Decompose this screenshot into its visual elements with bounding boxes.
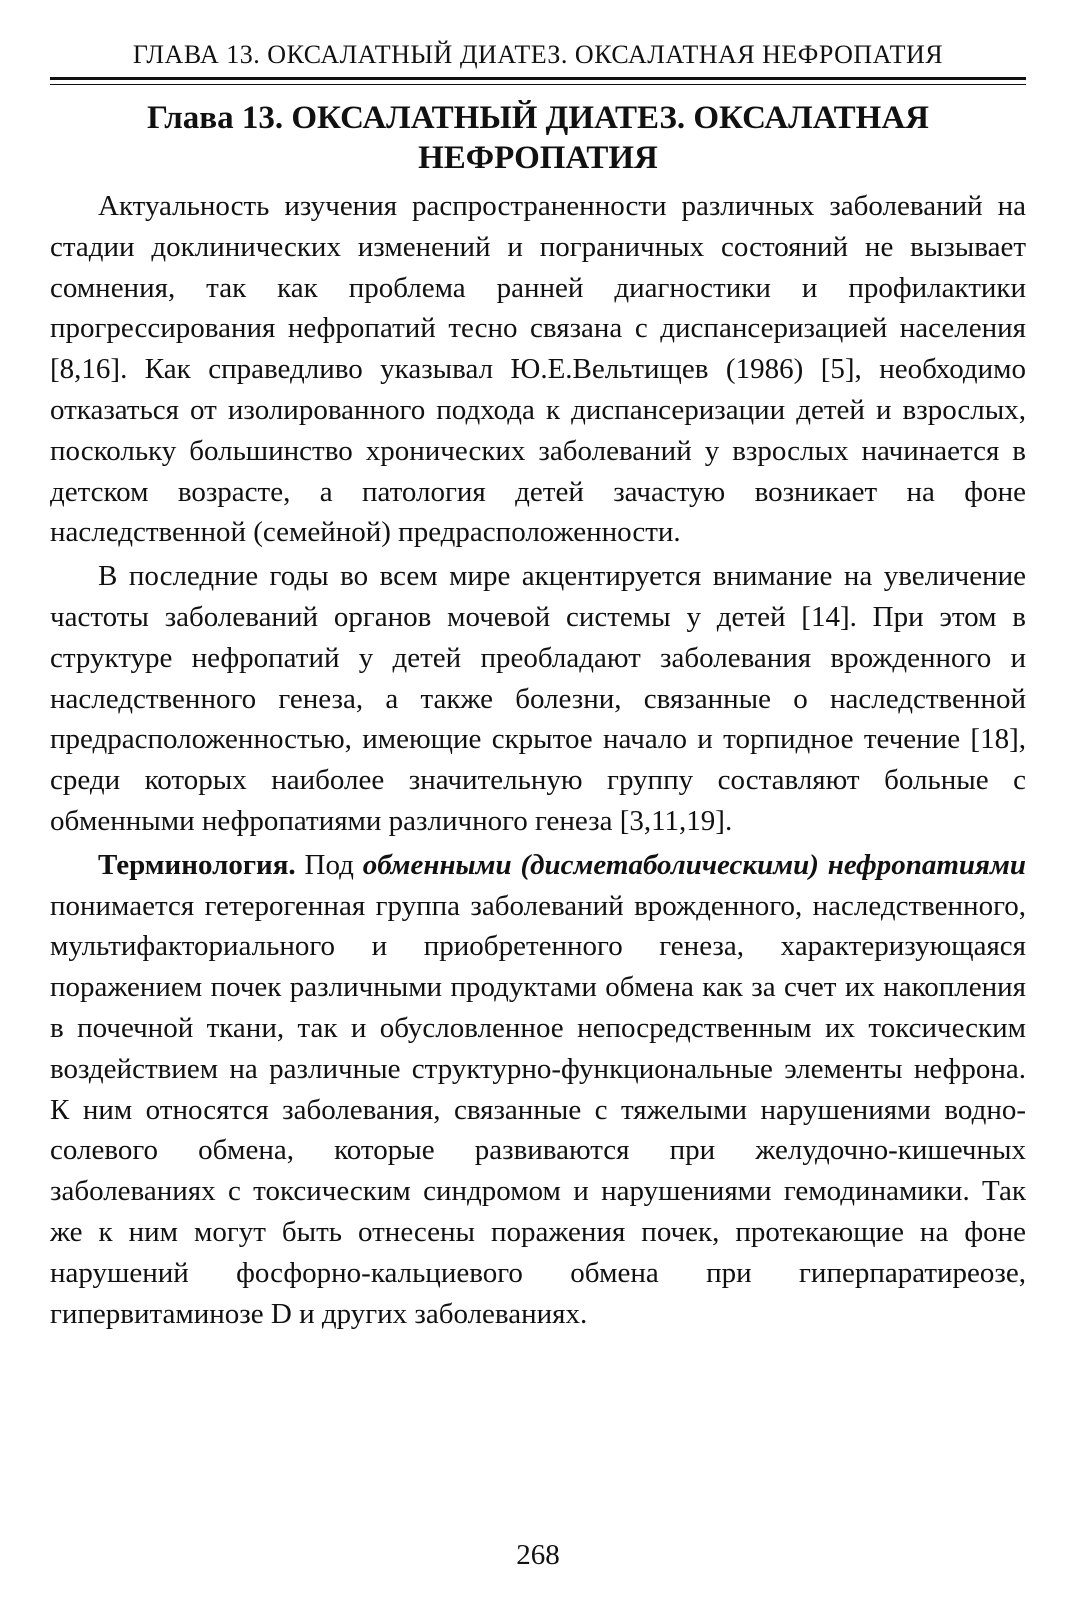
terminology-heading: Терминология. — [98, 848, 296, 881]
running-head: ГЛАВА 13. ОКСАЛАТНЫЙ ДИАТЕЗ. ОКСАЛАТНАЯ НЕФРОПАТИЯ — [132, 40, 944, 69]
terminology-definition: понимается гетерогенная группа заболеваний врожденного, наследственного, мультифакториального и приобретенного генеза, характеризующаяся поражением почек различными продуктами обмена как за счет их накопления в почечной ткани, так и обусловленное непосредственным их токсическим воздействием на различные структурно-функциональные элементы нефрона. К ним относятся заболевания, связанные с тяжелыми нарушениями водно-солевого обмена, которые развиваются при желудочно-кишечных заболеваниях с токсическим синдромом и нарушениями гемодинамики. Так же к ним могут быть отнесены поражения почек, протекающие на фоне нарушений фосфорно-кальциевого обмена при гиперпаратиреозе, гипервитаминозе D и других заболеваниях. — [50, 889, 1026, 1330]
paragraph-recent-years: В последние годы во всем мире акцентируется внимание на увеличение частоты заболеваний органов мочевой системы у детей [14]. При этом в структуре нефропатий у детей преобладают заболевания врожденного и наследственного генеза, а также болезни, связанные о наследственной предрасположенностью, имеющие скрытое начало и торпидное течение [18], среди которых наиболее значительную группу составляют больные с обменными нефропатиями различного генеза [3,11,19]. — [50, 560, 1026, 837]
chapter-title — [50, 98, 1026, 178]
terminology-term: обменными (дисметаболическими) нефропатиями — [362, 848, 1026, 881]
chapter-title-line1: Глава 13. ОКСАЛАТНЫЙ ДИАТЕЗ. ОКСАЛАТНАЯ — [147, 100, 929, 136]
terminology-intro: Под — [295, 848, 363, 881]
book-page — [50, 0, 1026, 1600]
page-number: 268 — [516, 1539, 560, 1571]
chapter-title-line2: НЕФРОПАТИЯ — [418, 140, 658, 176]
header-rule-thin — [50, 84, 1026, 85]
header-rule-thick — [50, 77, 1026, 80]
body-text — [50, 186, 1026, 1337]
paragraph-relevance: Актуальность изучения распространенности различных заболеваний на стадии доклинических изменений и пограничных состояний не вызывает сомнения, так как проблема ранней диагностики и профилактики прогрессирования нефропатий тесно связана с диспансеризацией населения [8,16]. Как справедливо указывал Ю.Е.Вельтищев (1986) [5], необходимо отказаться от изолированного подхода к диспансеризации детей и взрослых, поскольку большинство хронических заболеваний у взрослых начинается в детском возрасте, а патология детей зачастую возникает на фоне наследственной (семейной) предрасположенности. — [50, 190, 1026, 549]
paragraph-terminology — [50, 845, 1026, 1335]
